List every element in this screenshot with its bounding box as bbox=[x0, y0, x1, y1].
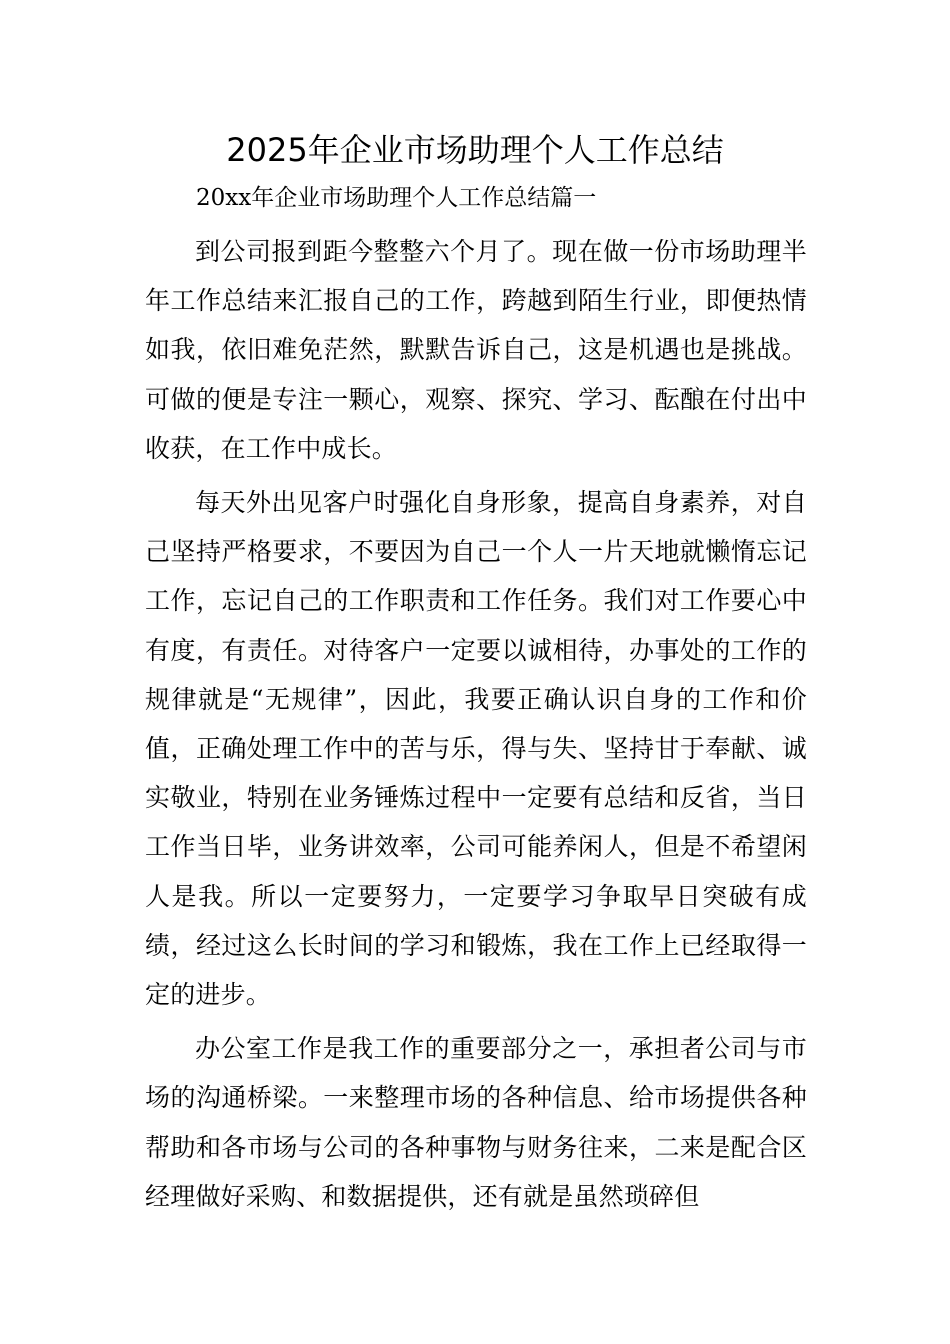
paragraph-2: 每天外出见客户时强化自身形象，提高自身素养，对自己坚持严格要求，不要因为自己一个人一片天地就懒惰忘记工作，忘记自己的工作职责和工作任务。我们对工作要心中有度，有责任。对待客户一定要以诚相待，办事处的工作的规律就是“无规律”，因此，我要正确认识自身的工作和价值，正确处理工作中的苦与乐，得与失、坚持甘于奉献、诚实敬业，特别在业务锤炼过程中一定要有总结和反省，当日工作当日毕，业务讲效率，公司可能养闲人，但是不希望闲人是我。所以一定要努力，一定要学习争取早日突破有成绩，经过这么长时间的学习和锻炼，我在工作上已经取得一定的进步。 bbox=[145, 488, 807, 1010]
paragraph-1: 到公司报到距今整整六个月了。现在做一份市场助理半年工作总结来汇报自己的工作，跨越到陌生行业，即便热情如我，依旧难免茫然，默默告诉自己，这是机遇也是挑战。可做的便是专注一颗心，观察、探究、学习、酝酿在付出中收获，在工作中成长。 bbox=[145, 237, 807, 463]
document-subtitle: 20xx年企业市场助理个人工作总结篇一 bbox=[196, 185, 597, 211]
document-title: 2025年企业市场助理个人工作总结 bbox=[226, 131, 724, 169]
paragraph-3: 办公室工作是我工作的重要部分之一，承担者公司与市场的沟通桥梁。一来整理市场的各种信息、给市场提供各种帮助和各市场与公司的各种事物与财务往来，二来是配合区经理做好采购、和数据提供，还有就是虽然琐碎但 bbox=[145, 1034, 807, 1211]
document-body bbox=[145, 227, 807, 1226]
